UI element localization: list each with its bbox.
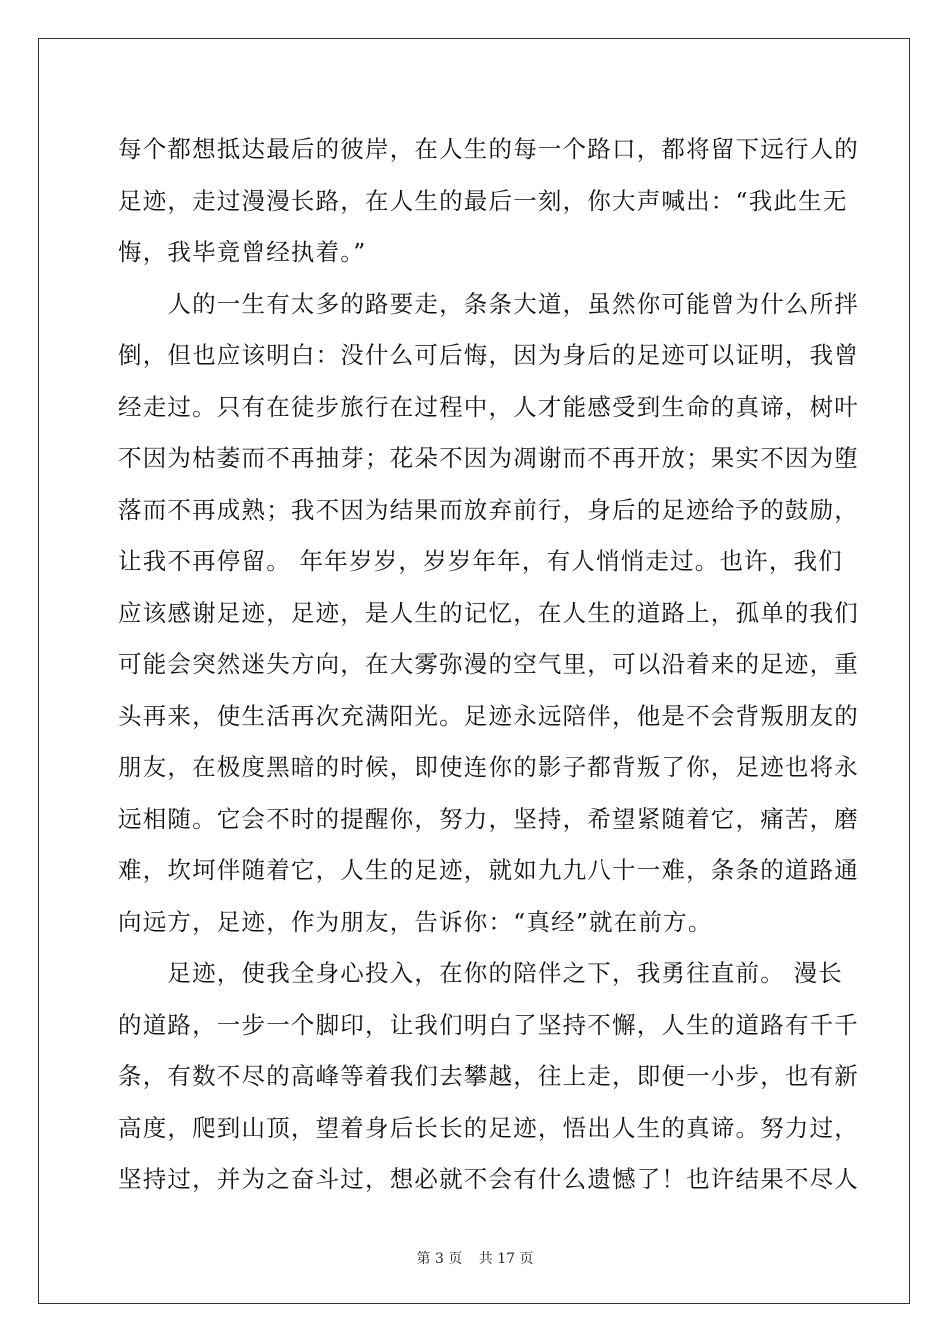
page-total: 共 17 页 [478, 1251, 534, 1267]
text-line: 坚持过，并为之奋斗过，想必就不会有什么遗憾了！也许结果不尽人 [118, 1165, 859, 1193]
text-line: 高度，爬到山顶，望着身后长长的足迹，悟出人生的真谛。努力过， [118, 1113, 859, 1142]
text-line: 让我不再停留。 年年岁岁，岁岁年年，有人悄悄走过。也许，我们 [118, 547, 843, 575]
text-line: 落而不再成熟；我不因为结果而放弃前行，身后的足迹给予的鼓励， [118, 495, 859, 524]
text-line: 朋友，在极度黑暗的时候，即使连你的影子都背叛了你，足迹也将永 [118, 753, 859, 781]
text-line: 远相随。它会不时的提醒你，努力，坚持，希望紧随着它，痛苦，磨 [118, 804, 859, 833]
text-line: 的道路，一步一个脚印，让我们明白了坚持不懈，人生的道路有千千 [118, 1010, 859, 1039]
text-line: 不因为枯萎而不再抽芽；花朵不因为凋谢而不再开放；果实不因为堕 [118, 444, 859, 472]
text-line: 向远方，足迹，作为朋友，告诉你：“真经”就在前方。 [118, 907, 713, 936]
document-body [118, 124, 859, 1206]
text-line: 条，有数不尽的高峰等着我们去攀越，往上走，即便一小步，也有新 [118, 1062, 859, 1090]
text-line: 足迹，走过漫漫长路，在人生的最后一刻，你大声喊出：“我此生无 [118, 186, 848, 215]
text-line: 人的一生有太多的路要走，条条大道，虽然你可能曾为什么所拌 [118, 289, 859, 318]
text-line: 头再来，使生活再次充满阳光。足迹永远陪伴，他是不会背叛朋友的 [118, 701, 859, 730]
text-line: 悔，我毕竟曾经执着。” [118, 238, 367, 266]
text-line: 每个都想抵达最后的彼岸，在人生的每一个路口，都将留下远行人的 [118, 135, 859, 163]
text-line: 经走过。只有在徒步旅行在过程中，人才能感受到生命的真谛，树叶 [118, 392, 859, 421]
text-line: 难，坎坷伴随着它，人生的足迹，就如九九八十一难，条条的道路通 [118, 856, 859, 884]
text-line: 倒，但也应该明白：没什么可后悔，因为身后的足迹可以证明，我曾 [118, 341, 859, 369]
page-footer [0, 1248, 950, 1268]
text-line: 足迹，使我全身心投入，在你的陪伴之下，我勇往直前。 漫长 [118, 959, 843, 987]
text-line: 可能会突然迷失方向，在大雾弥漫的空气里，可以沿着来的足迹，重 [118, 650, 859, 678]
page-number: 第 3 页 [416, 1251, 463, 1267]
text-line: 应该感谢足迹，足迹，是人生的记忆，在人生的道路上，孤单的我们 [118, 598, 859, 627]
